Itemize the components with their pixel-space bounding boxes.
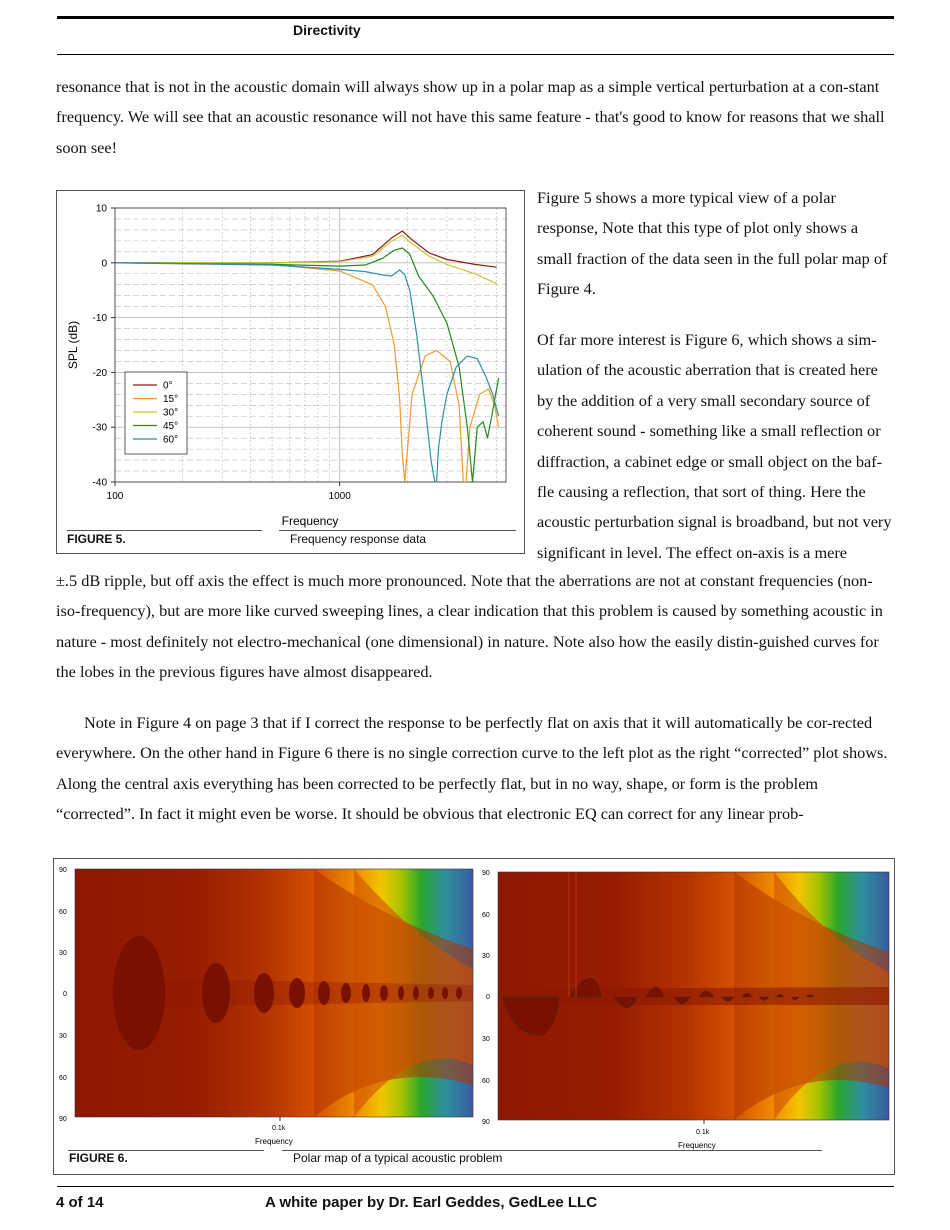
polar-map-original-lobe [202,963,230,1023]
map1-ytick: 90 [59,867,67,874]
figure6-label: FIGURE 6. [69,1151,128,1165]
y-tick-label: -10 [92,313,107,325]
map1-xlabel: Frequency [255,1137,293,1146]
polar-map-original-lobe [380,985,388,1001]
legend-label: 60° [163,434,179,446]
y-tick-label: -40 [92,477,107,489]
polar-map-original-lobe [318,981,330,1005]
map2-ytick: 30 [482,1036,490,1043]
legend-label: 15° [163,394,179,405]
y-tick-label: -30 [92,422,107,434]
polar-map-original-lobe [289,978,305,1008]
polar-map-original-lobe [428,987,434,999]
y-axis-label: SPL (dB) [66,320,80,370]
map1-ytick: 30 [59,1033,67,1040]
map2-xtick: 0.1k [696,1129,710,1136]
map2-ytick: 30 [482,953,490,960]
map1-ytick: 60 [59,1075,67,1082]
x-tick-label: 100 [106,491,124,502]
map2-ytick: 60 [482,1078,490,1085]
y-tick-label: 0 [101,258,107,270]
section-title: Directivity [293,22,361,38]
polar-map-original-lobe [254,973,274,1013]
map2-ytick: 90 [482,1119,490,1126]
series-line [115,235,497,283]
legend-label: 30° [163,407,179,419]
map2-ytick: 90 [482,870,490,877]
paragraph-correction: Note in Figure 4 on page 3 that if I correct the response to be perfectly flat on axis that it will automatically be cor-rected everywhere. On the other hand in Figure 6 there is no single correction curve to the left plot as the right “corrected” plot shows. Along the central axis everything has been corrected to be perfectly flat, but in no way, shape, or form is the problem “corrected”. In fact it might even be worse. It should be obvious that electronic EQ can correct for any linear prob- [56,713,888,824]
paragraph-intro: resonance that is not in the acoustic domain will always show up in a polar map as a simple vertical perturbation at a con-stant frequency. We will see that an acoustic resonance will not have this same feature - that's good to know for reasons that we shall soon see! [56,77,885,157]
frequency-response-chart [57,191,524,553]
map1-ytick: 90 [59,1116,67,1123]
polar-map-original-lobe [113,936,165,1050]
polar-maps [54,859,894,1174]
figure5-caption-rule [279,530,516,531]
legend-label: 45° [163,421,179,432]
polar-map-original-lobe [413,986,419,1000]
page-number: 4 of 14 [56,1194,104,1211]
map2-xlabel: Frequency [678,1141,716,1150]
paragraph-figure6-intro: Of far more interest is Figure 6, which shows a sim-ulation of the acoustic aberration that is created here by the addition of a very small secondary source of coherent sound - something like a small reflection or diffraction, a cabinet edge or small object on the baf-fle causing a reflection, that sort of thing. Here the acoustic perturbation signal is broadband, but not very significant in level. The effect on-axis is a mere [537,330,892,562]
y-tick-label: -20 [92,367,107,379]
figure5-label: FIGURE 5. [67,532,126,546]
figure-5 [56,190,525,554]
figure5-label-rule [67,530,262,531]
x-axis-label: Frequency [281,514,339,528]
polar-map-original-lobe [456,987,462,999]
map1-xtick: 0.1k [272,1125,286,1132]
paragraph-figure5-intro: Figure 5 shows a more typical view of a polar response, Note that this type of plot only shows a small fraction of the data seen in the full polar map of Figure 4. [537,188,888,299]
polar-map-original-lobe [341,983,351,1003]
legend-label: 0° [163,380,173,392]
polar-map-original-lobe [362,984,370,1002]
map2-ytick: 60 [482,912,490,919]
polar-map-original-lobe [442,987,448,999]
polar-map-original-lobe [398,986,404,1000]
figure5-caption: Frequency response data [290,532,427,546]
map1-ytick: 60 [59,909,67,916]
footer-credit: A white paper by Dr. Earl Geddes, GedLee LLC [265,1194,598,1211]
y-tick-label: 10 [95,203,107,215]
figure-6 [53,858,895,1175]
header-rule [57,16,894,19]
header-underline [57,54,894,55]
x-tick-label: 1000 [328,491,351,502]
map1-ytick: 0 [63,991,67,998]
map2-ytick: 0 [486,994,490,1001]
polar-map-original [75,869,473,1121]
polar-map-corrected [498,872,889,1124]
figure6-caption: Polar map of a typical acoustic problem [293,1151,503,1165]
map1-ytick: 30 [59,950,67,957]
paragraph-aberration: ±.5 dB ripple, but off axis the effect is much more pronounced. Note that the aberrations are not at constant frequencies (non-iso-frequency), but are more like curved sweeping lines, a clear indication that this problem is caused by something acoustic in nature - most definitely not electro-mechanical (one dimensional) in nature. Note also how the easily distin-guished curves for the lobes in the previous figures have almost disappeared. [56,571,883,682]
footer-rule [57,1186,894,1187]
